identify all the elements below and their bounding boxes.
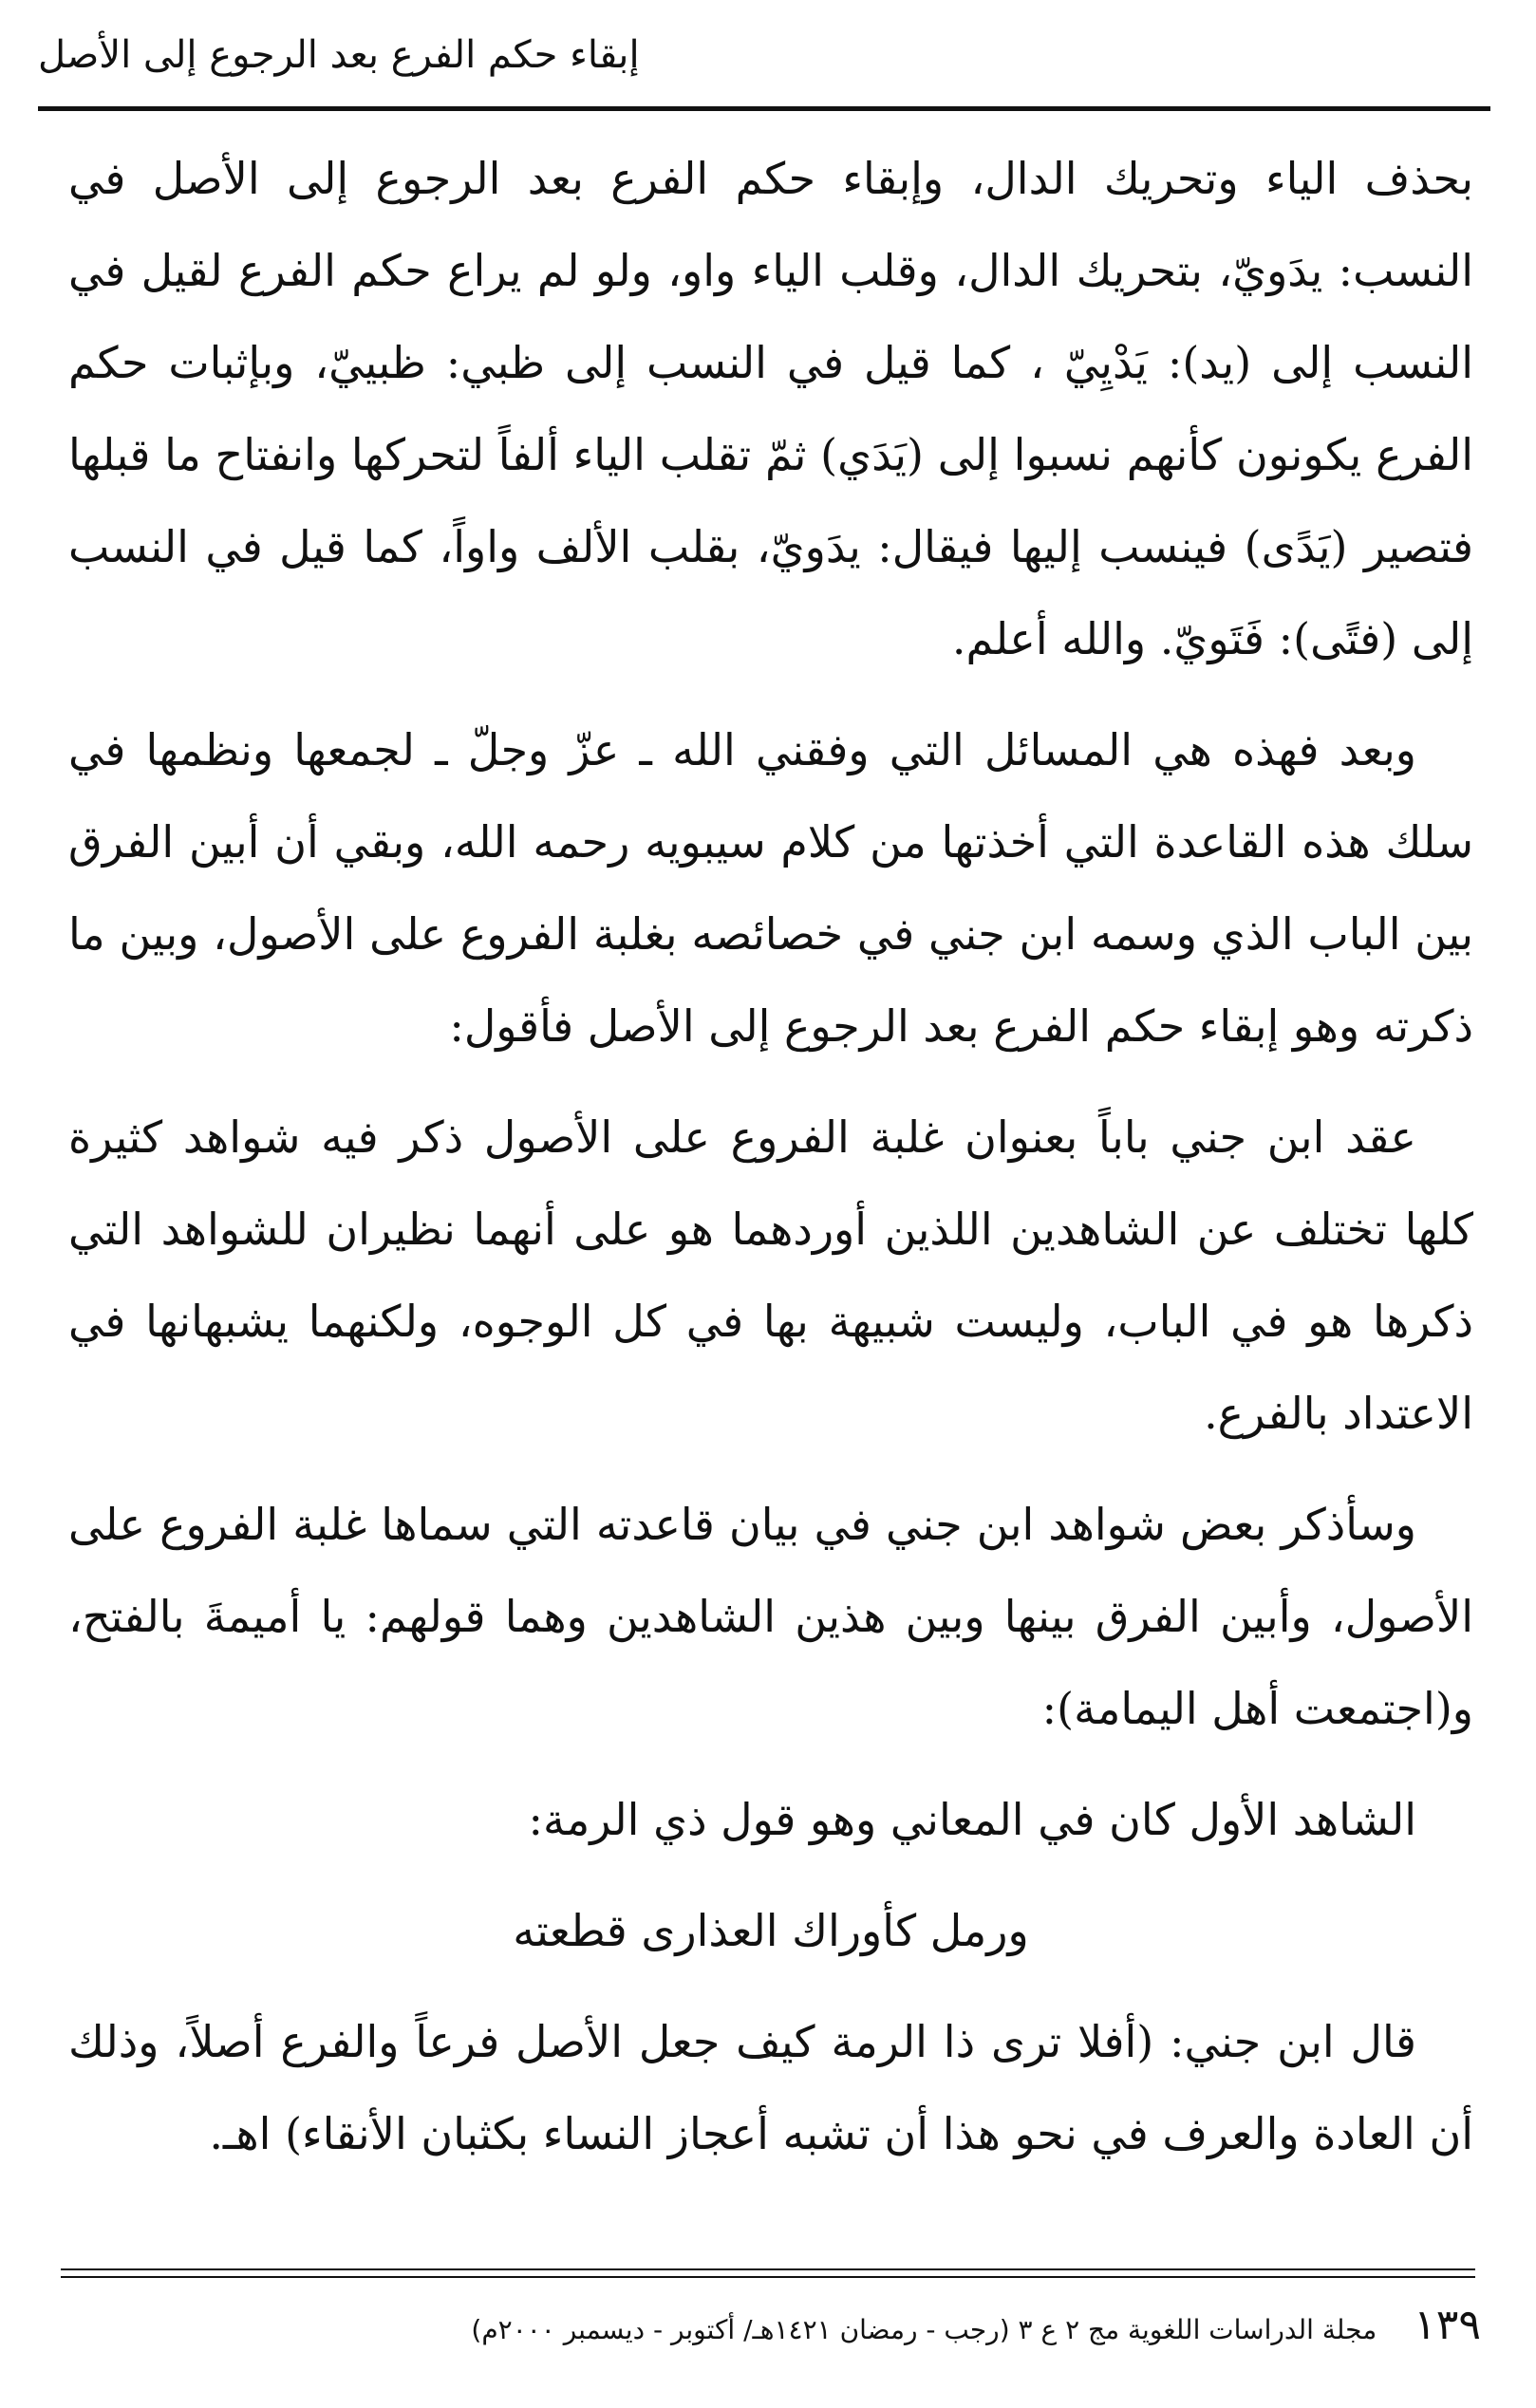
page-footer xyxy=(133,2297,1481,2359)
journal-citation: مجلة الدراسات اللغوية مج ٢ ع ٣ (رجب - رمضان ١٤٢١هـ/ أكتوبر - ديسمبر ٢٠٠٠م) xyxy=(471,2314,1377,2345)
body-text xyxy=(68,133,1473,2199)
running-header: إبقاء حكم الفرع بعد الرجوع إلى الأصل xyxy=(38,33,640,77)
paragraph-2: وبعد فهذه هي المسائل التي وفقني الله ـ عزّ وجلّ ـ لجمعها ونظمها في سلك هذه القاعدة التي أخذتها من كلام سيبويه رحمه الله، وبقي أن أبين الفرق بين الباب الذي وسمه ابن جني في خصائصه بغلبة الفروع على الأصول، وبين ما ذكرته وهو إبقاء حكم الفرع بعد الرجوع إلى الأصل فأقول: xyxy=(68,724,1473,1052)
paragraph-3: عقد ابن جني باباً بعنوان غلبة الفروع على الأصول ذكر فيه شواهد كثيرة كلها تختلف عن الشاهدين اللذين أوردهما هو على أنهما نظيران للشواهد التي ذكرها هو في الباب، وليست شبيهة بها في كل الوجوه، ولكنهما يشبهانها في الاعتداد بالفرع. xyxy=(68,1111,1473,1439)
verse-line: ورمل كأوراك العذارى قطعته xyxy=(513,1905,1029,1956)
footer-rule-bottom xyxy=(61,2276,1475,2278)
paragraph-6: قال ابن جني: (أفلا ترى ذا الرمة كيف جعل الأصل فرعاً والفرع أصلاً، وذلك أن العادة والعرف في نحو هذا أن تشبه أعجاز النساء بكثبان الأنقاء) اهـ. xyxy=(68,2016,1473,2159)
paragraph-5: الشاهد الأول كان في المعاني وهو قول ذي الرمة: xyxy=(528,1794,1416,1845)
page-number: ١٣٩ xyxy=(1414,2301,1481,2349)
footer-rule-top xyxy=(61,2268,1475,2270)
paragraph-4: وسأذكر بعض شواهد ابن جني في بيان قاعدته التي سماها غلبة الفروع على الأصول، وأبين الفرق بينها وبين هذين الشاهدين وهما قولهم: يا أميمةَ بالفتح، و(اجتمعت أهل اليمامة): xyxy=(68,1499,1473,1734)
header-rule xyxy=(38,106,1490,111)
paragraph-1: بحذف الياء وتحريك الدال، وإبقاء حكم الفرع بعد الرجوع إلى الأصل في النسب: يدَويّ، بتحريك الدال، وقلب الياء واو، ولو لم يراع حكم الفرع لقيل في النسب إلى (يد): يَدْيِيّ ، كما قيل في النسب إلى ظبي: ظبييّ، وبإثبات حكم الفرع يكونون كأنهم نسبوا إلى (يَدَي) ثمّ تقلب الياء ألفاً لتحركها وانفتاح ما قبلها فتصير (يَدًى) فينسب إليها فيقال: يدَويّ، بقلب الألف واواً، كما قيل في النسب إلى (فتًى): فَتَويّ. والله أعلم. xyxy=(68,153,1474,664)
